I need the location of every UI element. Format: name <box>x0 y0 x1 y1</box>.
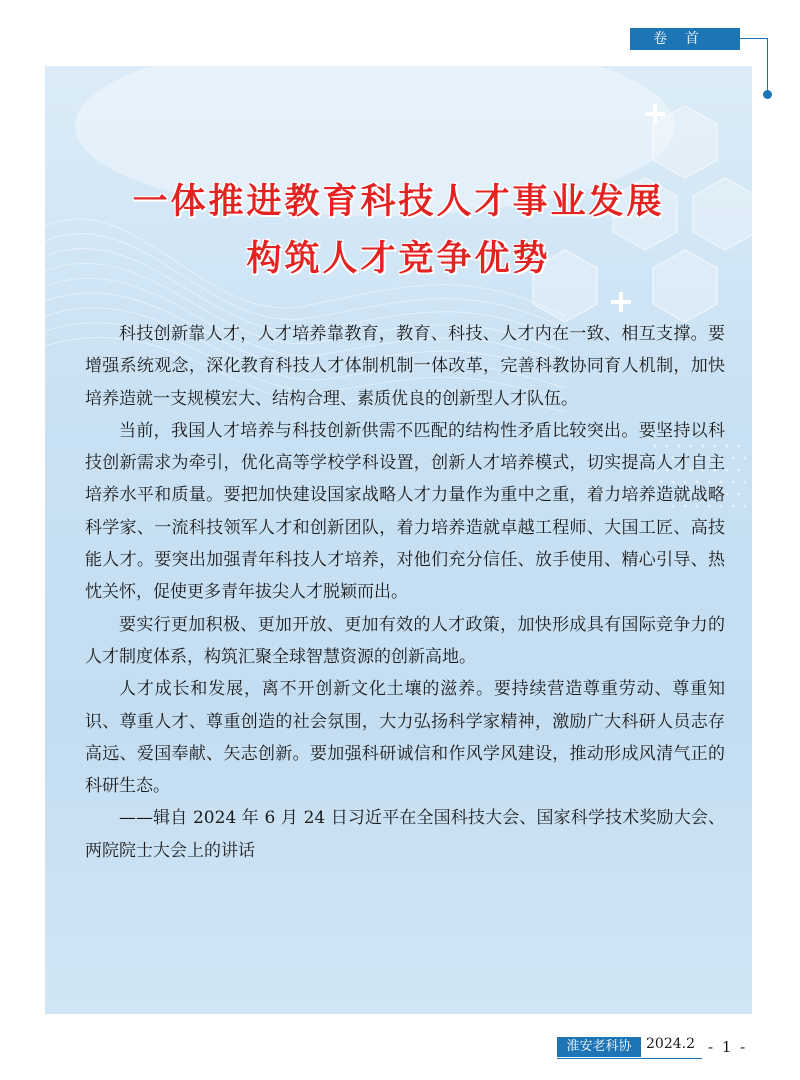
journal-name: 淮安老科协 <box>557 1037 641 1057</box>
article-title-line-2: 构筑人才竞争优势 <box>246 239 551 279</box>
paragraph-2: 当前，我国人才培养与科技创新供需不匹配的结构性矛盾比较突出。要坚持以科技创新需求为牵引，优化高等学校学科设置，创新人才培养模式，切实提高人才自主培养水平和质量。要把加快建设国家战略人才力量作为重中之重，着力培养造就战略科学家、一流科技领军人才和创新团队，着力培养造就卓越工程师、大国工匠、高技能人才。要突出加强青年科技人才培养，对他们充分信任、放手使用、精心引导、热忱关怀，促使更多青年拔尖人才脱颖而出。 <box>85 420 725 603</box>
tab-dot <box>763 90 772 99</box>
tab-connector-line <box>740 38 768 39</box>
article-title-line-1: 一体推进教育科技人才事业发展 <box>132 182 665 222</box>
footer-rule <box>557 1058 702 1059</box>
paragraph-3: 要实行更加积极、更加开放、更加有效的人才政策，加快形成具有国际竞争力的人才制度体系，构筑汇聚全球智慧资源的创新高地。 <box>85 614 725 667</box>
source-attribution: ——辑自 2024 年 6 月 24 日习近平在全国科技大会、国家科学技术奖励大会、两院院士大会上的讲话 <box>85 808 725 861</box>
article-body <box>85 318 725 867</box>
section-tab: 卷首 <box>630 28 740 50</box>
issue-number: 2024.2 <box>646 1036 695 1052</box>
paragraph-4: 人才成长和发展，离不开创新文化土壤的滋养。要持续营造尊重劳动、尊重知识、尊重人才、尊重创造的社会氛围，大力弘扬科学家精神，激励广大科研人员志存高远、爱国奉献、矢志创新。要加强科研诚信和作风学风建设，推动形成风清气正的科研生态。 <box>85 679 725 797</box>
page-number: - 1 - <box>708 1038 748 1056</box>
tab-connector-line-vertical <box>767 38 768 93</box>
paragraph-1: 科技创新靠人才，人才培养靠教育，教育、科技、人才内在一致、相互支撑。要增强系统观念，深化教育科技人才体制机制一体改革，完善科教协同育人机制，加快培养造就一支规模宏大、结构合理、素质优良的创新型人才队伍。 <box>85 324 725 409</box>
